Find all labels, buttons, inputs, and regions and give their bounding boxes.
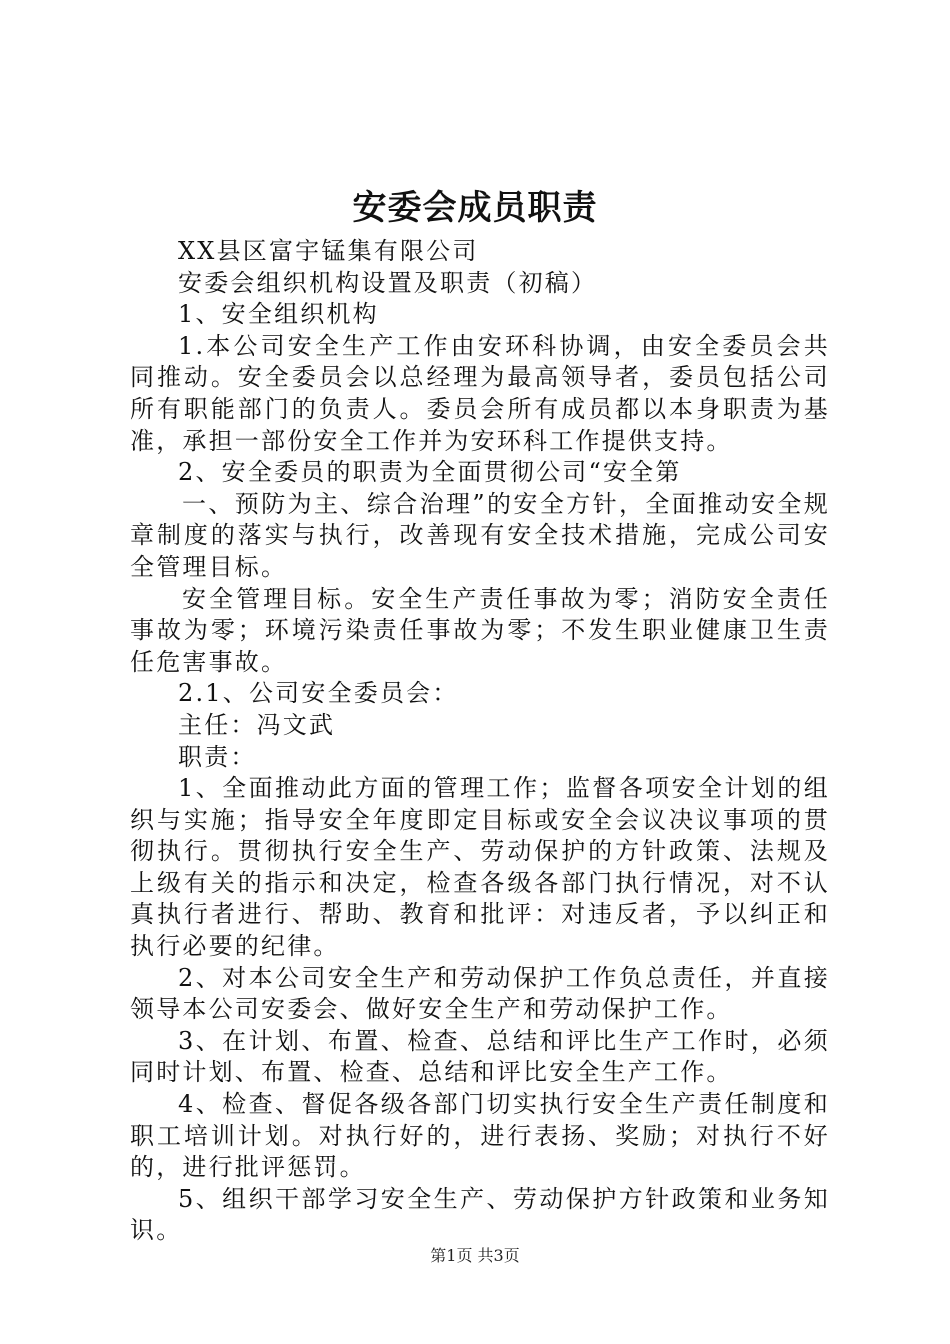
paragraph: 5、组织干部学习安全生产、劳动保护方针政策和业务知识。 [130, 1184, 830, 1245]
paragraph: 2、对本公司安全生产和劳动保护工作负总责任，并直接领导本公司安委会、做好安全生产和劳动保护工作。 [130, 963, 830, 1024]
company-name-line: XX县区富宇锰集有限公司 [178, 237, 479, 265]
document-body [130, 236, 830, 1247]
director-line: 主任：冯文武 [178, 710, 336, 739]
page-footer: 第1页 共3页 [430, 1246, 520, 1265]
duties-label: 职责： [178, 742, 257, 771]
paragraph: 一、预防为主、综合治理”的安全方针，全面推动安全规章制度的落实与执行，改善现有安全技术措施，完成公司安全管理目标。 [130, 489, 830, 581]
paragraph: 安全管理目标。安全生产责任事故为零；消防安全责任事故为零；环境污染责任事故为零；不发生职业健康卫生责任危害事故。 [130, 584, 830, 676]
document-title: 安委会成员职责 [352, 188, 598, 228]
paragraph: 3、在计划、布置、检查、总结和评比生产工作时，必须同时计划、布置、检查、总结和评比安全生产工作。 [130, 1026, 830, 1087]
paragraph: 2、安全委员的职责为全面贯彻公司“安全第 [178, 458, 682, 487]
subtitle-line: 安委会组织机构设置及职责（初稿） [178, 268, 598, 297]
paragraph: 4、检查、督促各级各部门切实执行安全生产责任制度和职工培训计划。对执行好的，进行表扬、奖励；对执行不好的，进行批评惩罚。 [130, 1090, 830, 1182]
paragraph: 1、全面推动此方面的管理工作；监督各项安全计划的组织与实施；指导安全年度即定目标或安全会议决议事项的贯彻执行。贯彻执行安全生产、劳动保护的方针政策、法规及上级有关的指示和决定，检查各级各部门执行情况，对不认真执行者进行、帮助、教育和批评：对违反者，予以纠正和执行必要的纪律。 [130, 774, 830, 961]
section-heading: 1、安全组织机构 [178, 300, 379, 329]
paragraph: 1.本公司安全生产工作由安环科协调，由安全委员会共同推动。安全委员会以总经理为最高领导者，委员包括公司所有职能部门的负责人。委员会所有成员都以本身职责为基准，承担一部份安全工作并为安环科工作提供支持。 [130, 331, 830, 455]
subsection-heading: 2.1、公司安全委员会： [178, 679, 459, 708]
